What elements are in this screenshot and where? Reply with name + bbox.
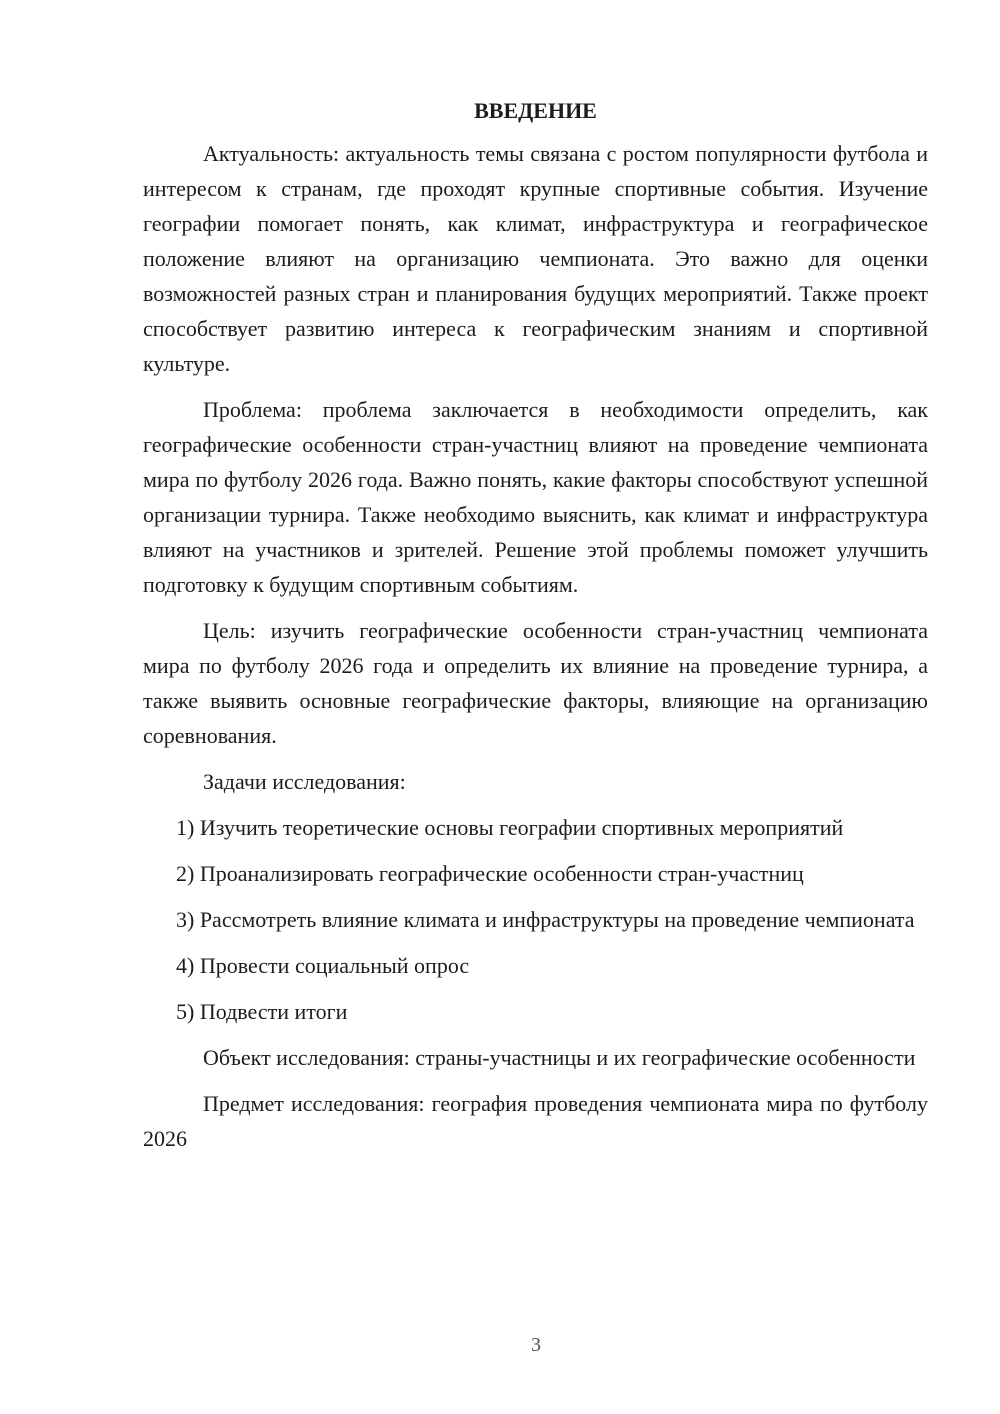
paragraph-relevance: Актуальность: актуальность темы связана с ростом популярности футбола и интересом к странам, где проходят крупные спортивные события. Изучение географии помогает понять, как климат, инфраструктура и географическое положение влияют на организацию чемпионата. Это важно для оценки возможностей разных стран и планирования будущих мероприятий. Также проект способствует развитию интереса к географическим знаниям и спортивной культуре. (143, 141, 928, 376)
paragraph-problem: Проблема: проблема заключается в необходимости определить, как географические особенности стран-участниц влияют на проведение чемпионата мира по футболу 2026 года. Важно понять, какие факторы способствуют успешной организации турнира. Также необходимо выяснить, как климат и инфраструктура влияют на участников и зрителей. Решение этой проблемы поможет улучшить подготовку к будущим спортивным событиям. (143, 397, 928, 597)
task-item-3: 3) Рассмотреть влияние климата и инфраструктуры на проведение чемпионата (176, 907, 915, 932)
paragraph-subject: Предмет исследования: география проведения чемпионата мира по футболу 2026 (143, 1091, 928, 1151)
page-number: 3 (531, 1334, 541, 1356)
paragraph-object: Объект исследования: страны-участницы и их географические особенности (203, 1045, 916, 1070)
task-item-1: 1) Изучить теоретические основы географии спортивных мероприятий (176, 815, 844, 840)
tasks-heading: Задачи исследования: (203, 769, 406, 794)
page-title: ВВЕДЕНИЕ (474, 98, 597, 123)
task-item-5: 5) Подвести итоги (176, 999, 348, 1024)
task-item-2: 2) Проанализировать географические особенности стран-участниц (176, 861, 804, 886)
paragraph-goal: Цель: изучить географические особенности стран-участниц чемпионата мира по футболу 2026 года и определить их влияние на проведение турнира, а также выявить основные географические факторы, влияющие на организацию соревнования. (143, 618, 928, 748)
document-page (143, 96, 928, 1167)
task-item-4: 4) Провести социальный опрос (176, 953, 470, 978)
